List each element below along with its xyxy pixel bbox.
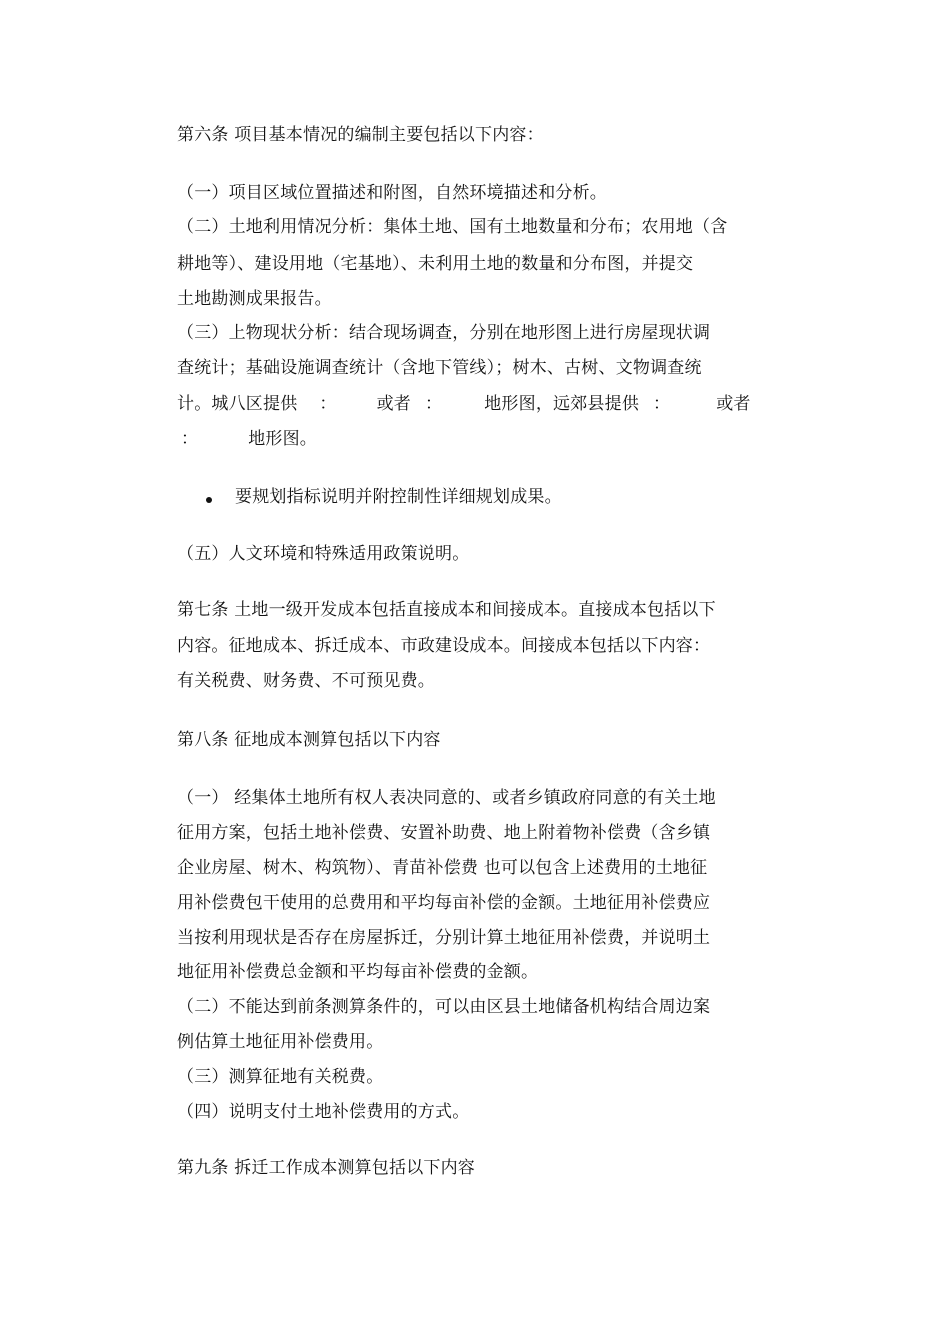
article8-item2-line1: （二）不能达到前条测算条件的，可以由区县土地储备机构结合周边案 (177, 997, 711, 1017)
line4-segment: 地形图。 (248, 429, 318, 449)
line3-segment: 或者 (716, 394, 751, 414)
article8-item2-line2: 例估算土地征用补偿费用。 (177, 1032, 384, 1052)
line3-segment: 或者 (376, 394, 412, 414)
article9-title: 第九条 拆迁工作成本测算包括以下内容 (177, 1158, 476, 1178)
article8-title: 第八条 征地成本测算包括以下内容 (177, 730, 441, 750)
line3-segment: ： (425, 394, 443, 414)
line3-segment: 计。城八区提供 (177, 394, 298, 414)
article7-line1: 第七条 土地一级开发成本包括直接成本和间接成本。直接成本包括以下 (177, 600, 716, 620)
article6-title: 第六条 项目基本情况的编制主要包括以下内容： (177, 125, 544, 145)
bullet-icon (206, 497, 212, 503)
article8-item1-line1: （一） 经集体土地所有权人表决同意的、或者乡镇政府同意的有关土地 (177, 788, 716, 808)
article8-item1-line3: 企业房屋、树木、构筑物）、青苗补偿费 也可以包含上述费用的土地征 (177, 858, 708, 878)
article8-item1-line5: 当按利用现状是否存在房屋拆迁，分别计算土地征用补偿费，并说明土 (177, 928, 711, 948)
article7-line2: 内容。征地成本、拆迁成本、市政建设成本。间接成本包括以下内容： (177, 636, 711, 656)
article6-item3-line2: 查统计；基础设施调查统计（含地下管线）；树木、古树、文物调查统 (177, 358, 702, 378)
article6-item5: （五）人文环境和特殊适用政策说明。 (177, 544, 470, 564)
article6-item3-line4 (177, 428, 317, 450)
article7-line3: 有关税费、财务费、不可预见费。 (177, 671, 435, 691)
article8-item1-line4: 用补偿费包干使用的总费用和平均每亩补偿的金额。土地征用补偿费应 (177, 893, 711, 913)
article6-bullet-item: 要规划指标说明并附控制性详细规划成果。 (235, 487, 562, 507)
line3-segment: 地形图，远郊县提供 (484, 394, 640, 414)
article6-item2-line1: （二）土地利用情况分析：集体土地、国有土地数量和分布；农用地（含 (177, 217, 728, 237)
article8-item4: （四）说明支付土地补偿费用的方式。 (177, 1102, 470, 1122)
article8-item3: （三）测算征地有关税费。 (177, 1067, 384, 1087)
line3-segment: ： (653, 394, 671, 414)
article6-item2-line2: 耕地等）、建设用地（宅基地）、未利用土地的数量和分布图，并提交 (177, 254, 694, 274)
article6-item1: （一）项目区域位置描述和附图，自然环境描述和分析。 (177, 183, 607, 203)
article6-item3-line1: （三）上物现状分析：结合现场调查，分别在地形图上进行房屋现状调 (177, 323, 711, 343)
line3-segment: ： (319, 394, 337, 414)
article8-item1-line2: 征用方案，包括土地补偿费、安置补助费、地上附着物补偿费（含乡镇 (177, 823, 711, 843)
article6-item2-line3: 土地勘测成果报告。 (177, 289, 332, 309)
article8-item1-line6: 地征用补偿费总金额和平均每亩补偿费的金额。 (177, 962, 539, 982)
line4-segment: ： (181, 429, 199, 449)
article6-item3-line3 (177, 393, 751, 415)
